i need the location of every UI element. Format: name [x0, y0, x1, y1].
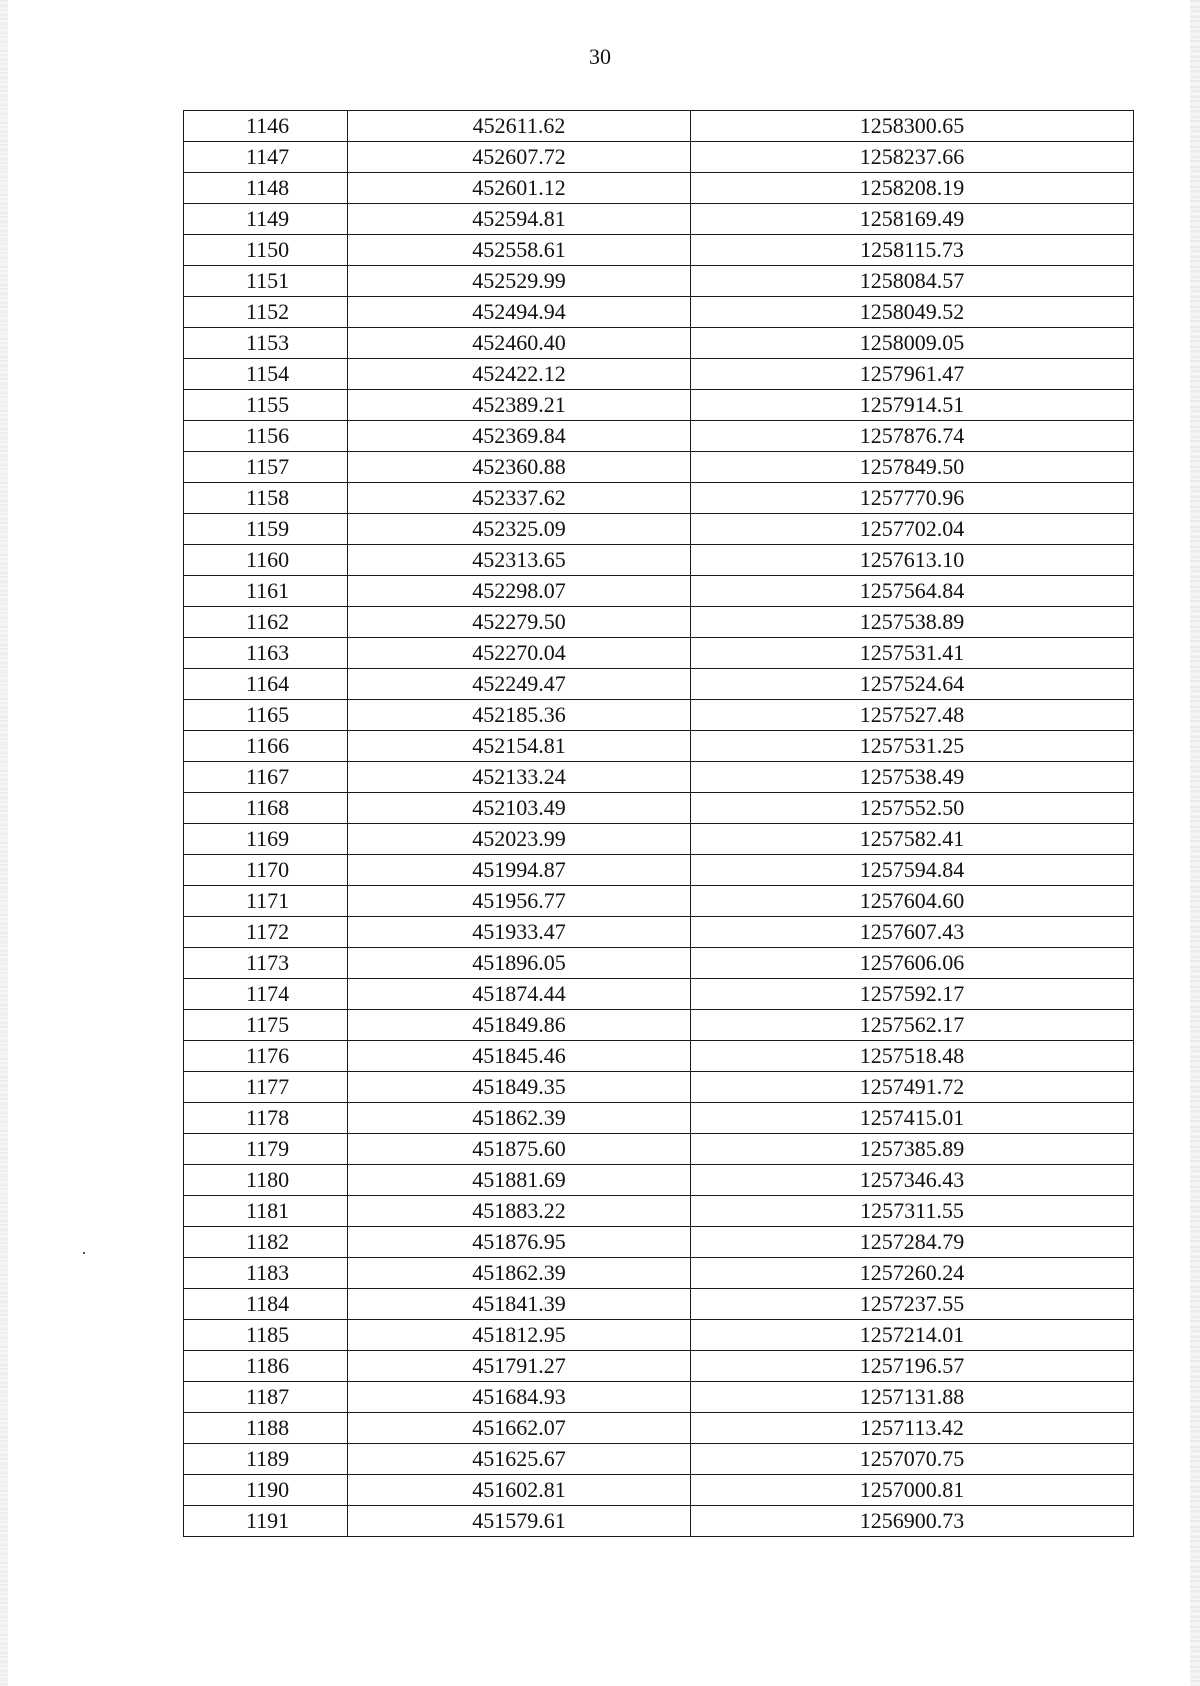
table-row	[184, 576, 1134, 607]
cell-id: 1158	[184, 483, 348, 514]
cell-y: 1257582.41	[691, 824, 1134, 855]
cell-id: 1184	[184, 1289, 348, 1320]
table-row	[184, 1320, 1134, 1351]
cell-y: 1257531.41	[691, 638, 1134, 669]
table-row	[184, 514, 1134, 545]
cell-y: 1257524.64	[691, 669, 1134, 700]
cell-y: 1257770.96	[691, 483, 1134, 514]
cell-y: 1257346.43	[691, 1165, 1134, 1196]
cell-x: 451881.69	[348, 1165, 691, 1196]
cell-id: 1180	[184, 1165, 348, 1196]
table-row	[184, 917, 1134, 948]
table-row	[184, 948, 1134, 979]
table-row	[184, 390, 1134, 421]
cell-x: 451684.93	[348, 1382, 691, 1413]
page-number: 30	[589, 44, 611, 69]
table-row	[184, 700, 1134, 731]
cell-id: 1173	[184, 948, 348, 979]
table-row	[184, 545, 1134, 576]
cell-y: 1258009.05	[691, 328, 1134, 359]
cell-x: 452601.12	[348, 173, 691, 204]
cell-id: 1161	[184, 576, 348, 607]
cell-y: 1257214.01	[691, 1320, 1134, 1351]
cell-x: 452389.21	[348, 390, 691, 421]
cell-x: 451662.07	[348, 1413, 691, 1444]
cell-y: 1257385.89	[691, 1134, 1134, 1165]
cell-y: 1258084.57	[691, 266, 1134, 297]
cell-id: 1186	[184, 1351, 348, 1382]
table-row	[184, 1289, 1134, 1320]
cell-x: 451841.39	[348, 1289, 691, 1320]
cell-id: 1153	[184, 328, 348, 359]
cell-id: 1183	[184, 1258, 348, 1289]
cell-y: 1257538.49	[691, 762, 1134, 793]
table-row	[184, 235, 1134, 266]
cell-x: 451862.39	[348, 1258, 691, 1289]
table-row	[184, 1506, 1134, 1537]
cell-id: 1159	[184, 514, 348, 545]
cell-y: 1257196.57	[691, 1351, 1134, 1382]
table-row	[184, 638, 1134, 669]
cell-x: 452133.24	[348, 762, 691, 793]
cell-x: 451812.95	[348, 1320, 691, 1351]
cell-y: 1258169.49	[691, 204, 1134, 235]
table-row	[184, 669, 1134, 700]
cell-y: 1257564.84	[691, 576, 1134, 607]
scan-edge-left	[0, 0, 8, 1686]
table-row	[184, 328, 1134, 359]
cell-x: 452607.72	[348, 142, 691, 173]
table-row	[184, 1258, 1134, 1289]
cell-id: 1177	[184, 1072, 348, 1103]
table-row	[184, 421, 1134, 452]
cell-x: 452460.40	[348, 328, 691, 359]
cell-x: 452611.62	[348, 111, 691, 142]
cell-y: 1256900.73	[691, 1506, 1134, 1537]
table-row	[184, 1382, 1134, 1413]
cell-y: 1258300.65	[691, 111, 1134, 142]
cell-id: 1146	[184, 111, 348, 142]
scan-edge-right	[1190, 0, 1200, 1686]
cell-x: 451883.22	[348, 1196, 691, 1227]
cell-id: 1166	[184, 731, 348, 762]
cell-id: 1165	[184, 700, 348, 731]
cell-id: 1171	[184, 886, 348, 917]
cell-x: 451896.05	[348, 948, 691, 979]
table-row	[184, 762, 1134, 793]
cell-y: 1257000.81	[691, 1475, 1134, 1506]
cell-x: 452337.62	[348, 483, 691, 514]
cell-y: 1257237.55	[691, 1289, 1134, 1320]
table-row	[184, 855, 1134, 886]
table-row	[184, 452, 1134, 483]
cell-x: 452023.99	[348, 824, 691, 855]
table-row	[184, 359, 1134, 390]
cell-y: 1257538.89	[691, 607, 1134, 638]
table-row	[184, 793, 1134, 824]
cell-y: 1257113.42	[691, 1413, 1134, 1444]
table-row	[184, 1413, 1134, 1444]
cell-x: 452313.65	[348, 545, 691, 576]
table-row	[184, 886, 1134, 917]
cell-id: 1148	[184, 173, 348, 204]
cell-id: 1190	[184, 1475, 348, 1506]
cell-id: 1170	[184, 855, 348, 886]
cell-y: 1257531.25	[691, 731, 1134, 762]
cell-y: 1257914.51	[691, 390, 1134, 421]
table-row	[184, 1072, 1134, 1103]
coordinate-table-body	[184, 111, 1134, 1537]
cell-x: 451849.86	[348, 1010, 691, 1041]
cell-y: 1258049.52	[691, 297, 1134, 328]
cell-id: 1187	[184, 1382, 348, 1413]
cell-x: 452494.94	[348, 297, 691, 328]
cell-x: 451994.87	[348, 855, 691, 886]
cell-x: 452279.50	[348, 607, 691, 638]
cell-id: 1174	[184, 979, 348, 1010]
cell-x: 451956.77	[348, 886, 691, 917]
cell-y: 1257604.60	[691, 886, 1134, 917]
cell-y: 1258115.73	[691, 235, 1134, 266]
cell-y: 1257613.10	[691, 545, 1134, 576]
cell-x: 452360.88	[348, 452, 691, 483]
cell-id: 1172	[184, 917, 348, 948]
cell-x: 451876.95	[348, 1227, 691, 1258]
table-row	[184, 607, 1134, 638]
table-row	[184, 1134, 1134, 1165]
cell-x: 451849.35	[348, 1072, 691, 1103]
table-row	[184, 1103, 1134, 1134]
cell-y: 1257607.43	[691, 917, 1134, 948]
cell-id: 1164	[184, 669, 348, 700]
table-row	[184, 266, 1134, 297]
cell-id: 1179	[184, 1134, 348, 1165]
cell-id: 1189	[184, 1444, 348, 1475]
cell-x: 451579.61	[348, 1506, 691, 1537]
table-row	[184, 1227, 1134, 1258]
cell-x: 452298.07	[348, 576, 691, 607]
cell-y: 1257606.06	[691, 948, 1134, 979]
cell-y: 1257131.88	[691, 1382, 1134, 1413]
cell-x: 452249.47	[348, 669, 691, 700]
table-row	[184, 979, 1134, 1010]
cell-id: 1151	[184, 266, 348, 297]
cell-id: 1147	[184, 142, 348, 173]
cell-y: 1257876.74	[691, 421, 1134, 452]
cell-id: 1168	[184, 793, 348, 824]
cell-id: 1160	[184, 545, 348, 576]
cell-x: 452422.12	[348, 359, 691, 390]
cell-x: 452270.04	[348, 638, 691, 669]
cell-y: 1257594.84	[691, 855, 1134, 886]
cell-y: 1257562.17	[691, 1010, 1134, 1041]
cell-x: 451602.81	[348, 1475, 691, 1506]
cell-x: 452558.61	[348, 235, 691, 266]
cell-y: 1257070.75	[691, 1444, 1134, 1475]
cell-id: 1182	[184, 1227, 348, 1258]
cell-x: 451791.27	[348, 1351, 691, 1382]
cell-x: 452154.81	[348, 731, 691, 762]
coordinate-table	[183, 110, 1134, 1537]
cell-id: 1149	[184, 204, 348, 235]
cell-id: 1181	[184, 1196, 348, 1227]
cell-x: 452185.36	[348, 700, 691, 731]
cell-id: 1156	[184, 421, 348, 452]
cell-y: 1257552.50	[691, 793, 1134, 824]
table-row	[184, 173, 1134, 204]
cell-y: 1257518.48	[691, 1041, 1134, 1072]
cell-x: 451862.39	[348, 1103, 691, 1134]
table-row	[184, 1165, 1134, 1196]
cell-id: 1162	[184, 607, 348, 638]
cell-y: 1257527.48	[691, 700, 1134, 731]
cell-y: 1257311.55	[691, 1196, 1134, 1227]
cell-y: 1258237.66	[691, 142, 1134, 173]
cell-y: 1257702.04	[691, 514, 1134, 545]
cell-id: 1152	[184, 297, 348, 328]
cell-id: 1175	[184, 1010, 348, 1041]
cell-x: 452529.99	[348, 266, 691, 297]
cell-id: 1167	[184, 762, 348, 793]
cell-id: 1178	[184, 1103, 348, 1134]
cell-y: 1257491.72	[691, 1072, 1134, 1103]
cell-x: 452369.84	[348, 421, 691, 452]
cell-y: 1257961.47	[691, 359, 1134, 390]
cell-x: 451845.46	[348, 1041, 691, 1072]
cell-y: 1257849.50	[691, 452, 1134, 483]
table-row	[184, 297, 1134, 328]
cell-id: 1157	[184, 452, 348, 483]
table-row	[184, 1444, 1134, 1475]
table-row	[184, 204, 1134, 235]
table-row	[184, 1475, 1134, 1506]
table-row	[184, 1010, 1134, 1041]
table-row	[184, 1041, 1134, 1072]
cell-x: 452103.49	[348, 793, 691, 824]
cell-id: 1169	[184, 824, 348, 855]
cell-id: 1191	[184, 1506, 348, 1537]
cell-id: 1188	[184, 1413, 348, 1444]
cell-id: 1154	[184, 359, 348, 390]
cell-x: 451625.67	[348, 1444, 691, 1475]
table-row	[184, 824, 1134, 855]
cell-y: 1257260.24	[691, 1258, 1134, 1289]
cell-x: 452594.81	[348, 204, 691, 235]
cell-id: 1150	[184, 235, 348, 266]
table-row	[184, 142, 1134, 173]
cell-id: 1176	[184, 1041, 348, 1072]
cell-id: 1185	[184, 1320, 348, 1351]
cell-x: 451933.47	[348, 917, 691, 948]
table-row	[184, 111, 1134, 142]
table-row	[184, 1351, 1134, 1382]
cell-x: 452325.09	[348, 514, 691, 545]
cell-x: 451875.60	[348, 1134, 691, 1165]
cell-y: 1257592.17	[691, 979, 1134, 1010]
scan-speck	[83, 1252, 85, 1254]
table-row	[184, 483, 1134, 514]
table-row	[184, 731, 1134, 762]
cell-id: 1155	[184, 390, 348, 421]
cell-y: 1257415.01	[691, 1103, 1134, 1134]
cell-y: 1258208.19	[691, 173, 1134, 204]
cell-id: 1163	[184, 638, 348, 669]
cell-x: 451874.44	[348, 979, 691, 1010]
table-row	[184, 1196, 1134, 1227]
cell-y: 1257284.79	[691, 1227, 1134, 1258]
